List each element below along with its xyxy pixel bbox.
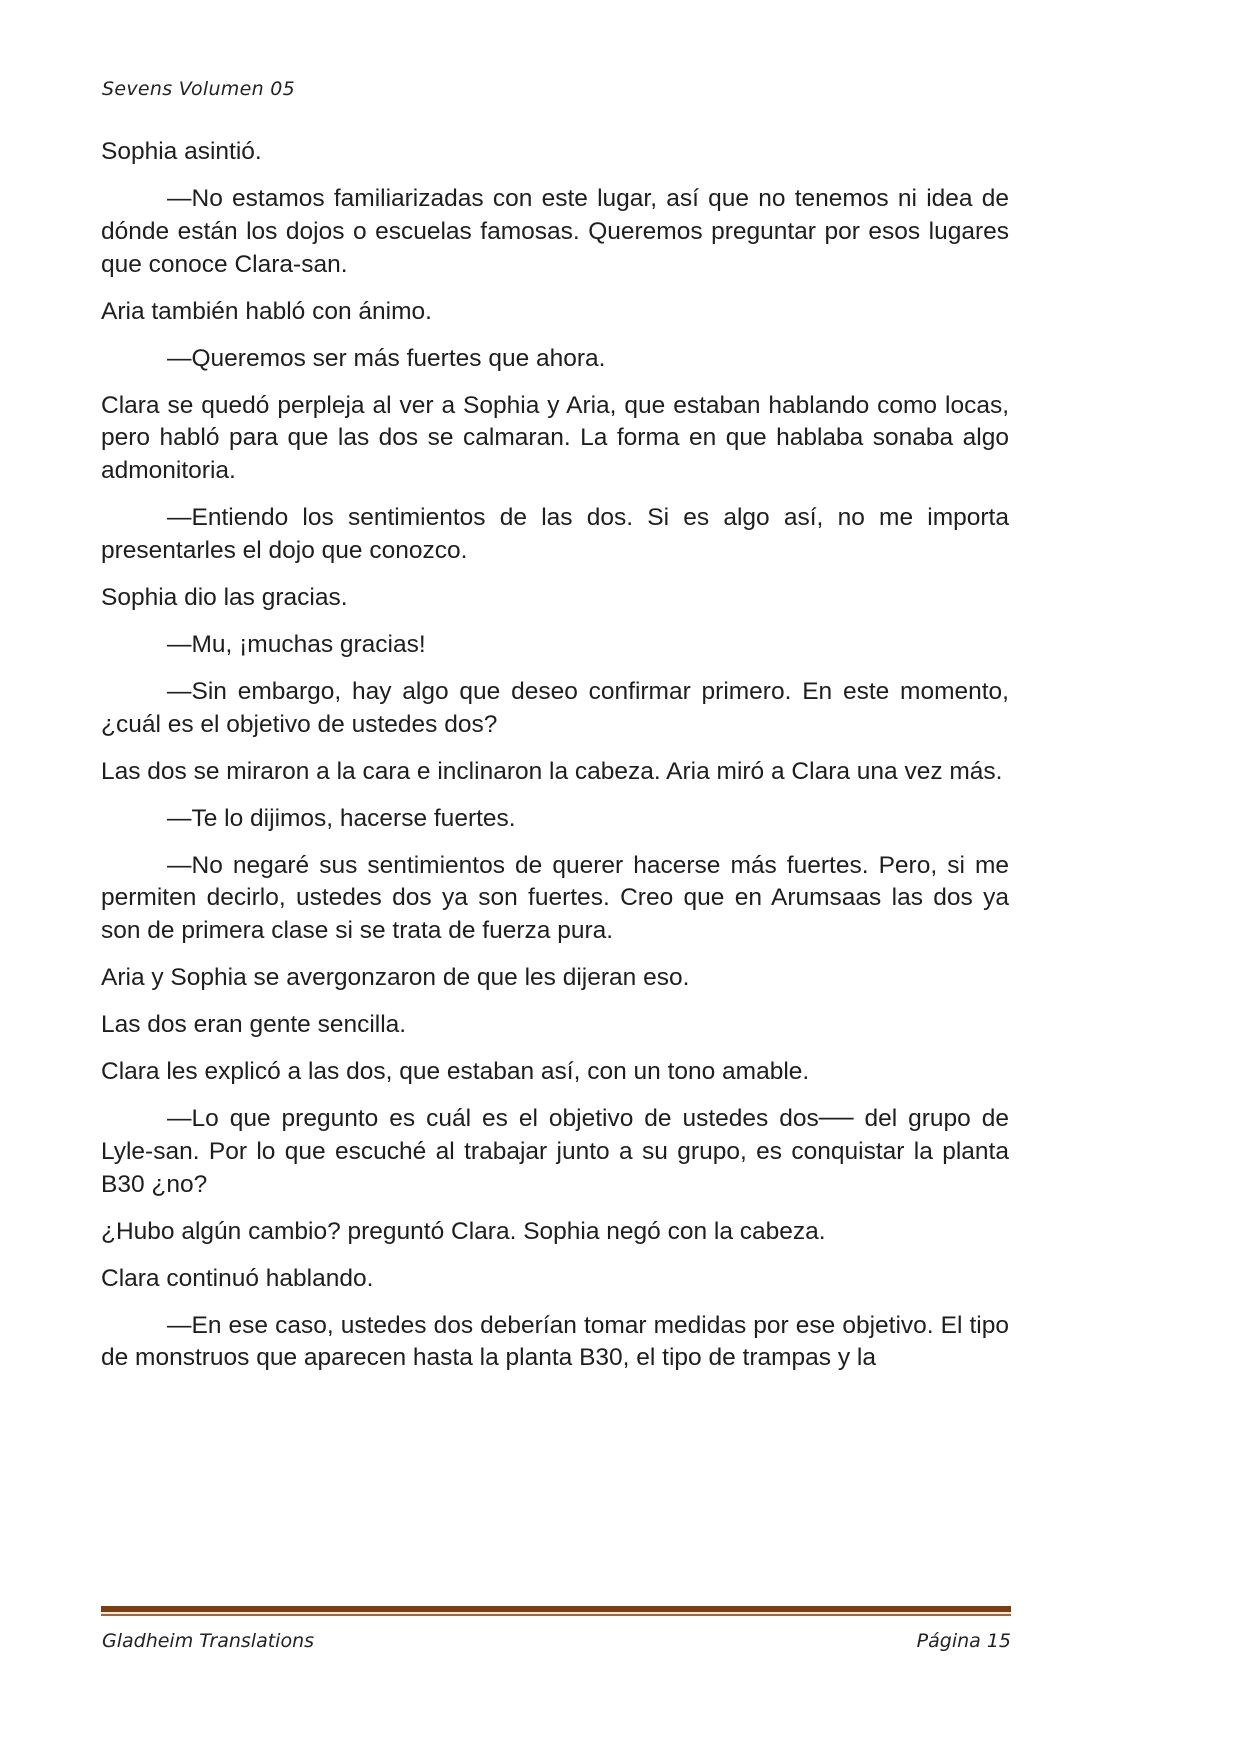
dialogue-paragraph: —Te lo dijimos, hacerse fuertes. — [167, 804, 516, 832]
dialogue-paragraph: —Lo que pregunto es cuál es el objetivo de ustedes dos── del grupo de Lyle-san. Por lo que escuché al trabajar junto a su grupo, es conquistar la planta B30 ¿no? — [101, 1105, 1009, 1198]
dialogue-paragraph: —Entiendo los sentimientos de las dos. Si es algo así, no me importa presentarles el dojo que conozco. — [101, 504, 1009, 564]
dialogue-paragraph: —Mu, ¡muchas gracias! — [167, 630, 426, 658]
paragraph: Las dos se miraron a la cara e inclinaron la cabeza. Aria miró a Clara una vez más. — [101, 757, 1003, 785]
dialogue-paragraph: —En ese caso, ustedes dos deberían tomar medidas por ese objetivo. El tipo de monstruos que aparecen hasta la planta B30, el tipo de trampas y la — [101, 1311, 1009, 1372]
footer-divider-thin — [101, 1614, 1011, 1616]
paragraph: Clara continuó hablando. — [101, 1264, 374, 1292]
paragraph: Clara les explicó a las dos, que estaban así, con un tono amable. — [101, 1058, 810, 1086]
dialogue-paragraph: —No negaré sus sentimientos de querer hacerse más fuertes. Pero, si me permiten decirlo, ustedes dos ya son fuertes. Creo que en Arumsaas las dos ya son de primera clase si se trata de fuerza pura. — [101, 851, 1009, 945]
paragraph: Aria y Sophia se avergonzaron de que les dijeran eso. — [101, 964, 690, 992]
paragraph: Aria también habló con ánimo. — [101, 297, 432, 325]
paragraph: ¿Hubo algún cambio? preguntó Clara. Sophia negó con la cabeza. — [101, 1217, 826, 1245]
paragraph: Sophia asintió. — [101, 138, 262, 165]
paragraph: Sophia dio las gracias. — [101, 583, 348, 611]
body-text — [101, 136, 1009, 1389]
running-header-title: Sevens Volumen 05 — [102, 78, 296, 100]
dialogue-paragraph: —Queremos ser más fuertes que ahora. — [167, 344, 606, 372]
paragraph: Las dos eran gente sencilla. — [101, 1011, 407, 1039]
paragraph: Clara se quedó perpleja al ver a Sophia y Aria, que estaban hablando como locas, pero habló para que las dos se calmaran. La forma en que hablaba sonaba algo admonitoria. — [101, 391, 1009, 485]
dialogue-paragraph: —No estamos familiarizadas con este lugar, así que no tenemos ni idea de dónde están los dojos o escuelas famosas. Queremos preguntar por esos lugares que conoce Clara-san. — [101, 184, 1009, 278]
footer-page-number: Página 15 — [916, 1630, 1011, 1652]
footer-publisher: Gladheim Translations — [102, 1630, 315, 1652]
footer-divider — [101, 1606, 1011, 1617]
dialogue-paragraph: —Sin embargo, hay algo que deseo confirmar primero. En este momento, ¿cuál es el objetivo de ustedes dos? — [101, 677, 1009, 738]
